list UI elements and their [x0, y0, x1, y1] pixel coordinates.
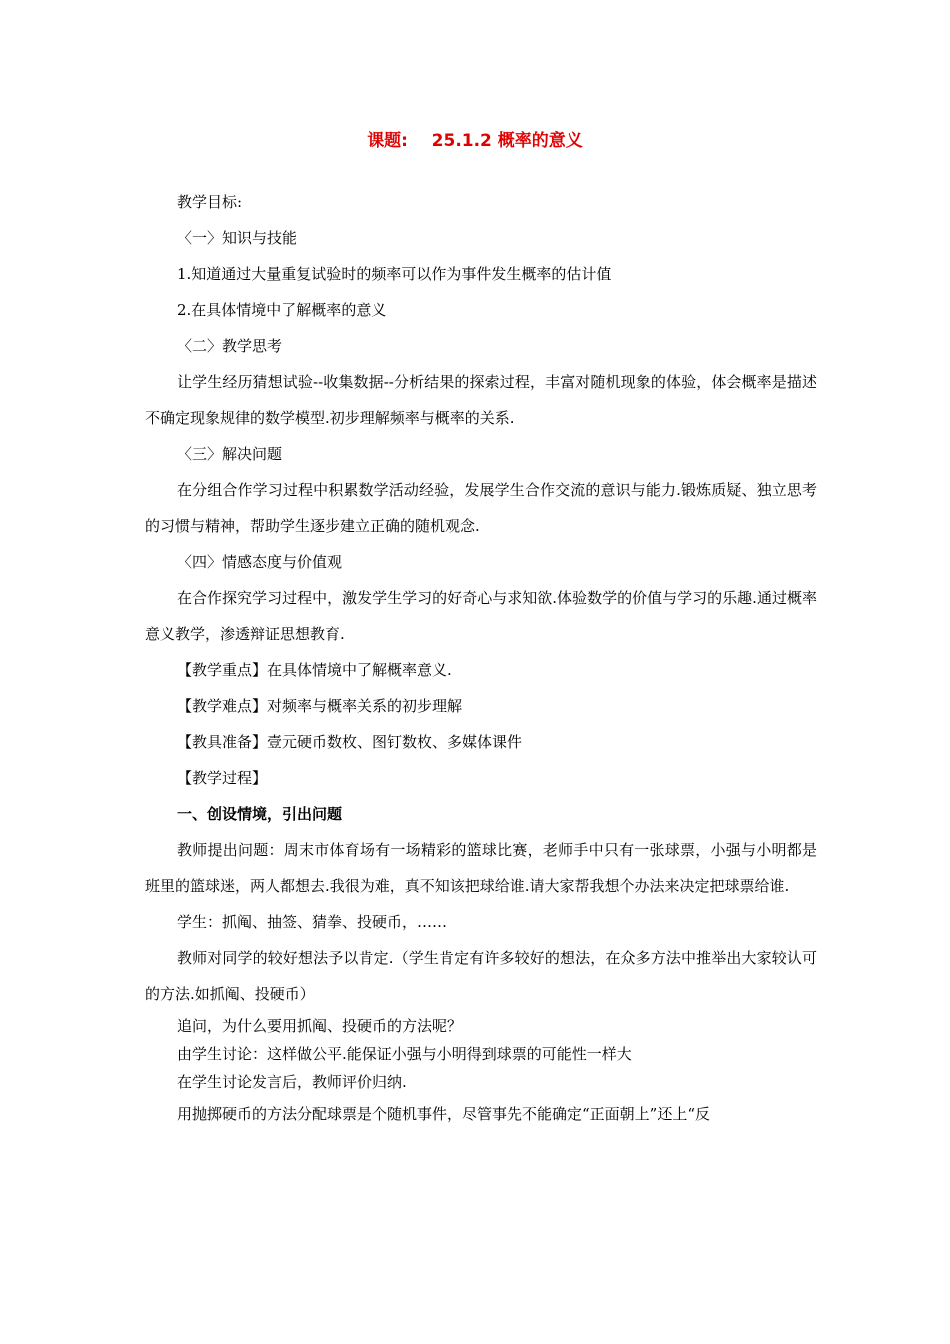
paragraph-problem-solving: 在分组合作学习过程中积累数学活动经验，发展学生合作交流的意识与能力.锻炼质疑、独立思考的习惯与精神，帮助学生逐步建立正确的随机观念.	[145, 481, 817, 535]
paragraph-summary: 在学生讨论发言后，教师评价归纳.	[177, 1073, 407, 1091]
paragraph-thinking: 让学生经历猜想试验--收集数据--分析结果的探索过程，丰富对随机现象的体验，体会概率是描述不确定现象规律的数学模型.初步理解频率与概率的关系.	[145, 373, 817, 427]
paragraph-materials: 【教具准备】壹元硬币数枚、图钉数枚、多媒体课件	[177, 733, 523, 751]
paragraph-knowledge-1: 1.知道通过大量重复试验时的频率可以作为事件发生概率的估计值	[177, 265, 612, 283]
paragraph-coin-toss: 用抛掷硬币的方法分配球票是个随机事件，尽管事先不能确定“正面朝上”还上“反	[177, 1105, 711, 1123]
paragraph-difficulty: 【教学难点】对频率与概率关系的初步理解	[177, 697, 463, 715]
section-heading-scenario: 一、创设情境，引出问题	[177, 805, 343, 823]
document-body	[145, 184, 817, 1132]
paragraph-section-3-heading: 〈三〉解决问题	[177, 445, 283, 463]
paragraph-knowledge-2: 2.在具体情境中了解概率的意义	[177, 301, 387, 319]
paragraph-teacher-affirm: 教师对同学的较好想法予以肯定.（学生肯定有许多较好的想法，在众多方法中推举出大家较认可的方法.如抓阄、投硬币）	[145, 949, 817, 1003]
paragraph-section-1-heading: 〈一〉知识与技能	[177, 229, 298, 247]
paragraph-process-heading: 【教学过程】	[177, 769, 268, 787]
paragraph-attitude: 在合作探究学习过程中，激发学生学习的好奇心与求知欲.体验数学的价值与学习的乐趣.通过概率意义教学，渗透辩证思想教育.	[145, 589, 817, 643]
paragraph-discussion: 由学生讨论：这样做公平.能保证小强与小明得到球票的可能性一样大	[177, 1045, 632, 1063]
paragraph-student-answer: 学生：抓阄、抽签、猜拳、投硬币，……	[177, 913, 448, 931]
paragraph-follow-up: 追问，为什么要用抓阄、投硬币的方法呢？	[177, 1017, 463, 1035]
paragraph-section-4-heading: 〈四〉情感态度与价值观	[177, 553, 343, 571]
page-title: 课题: 25.1.2 概率的意义	[367, 131, 583, 151]
paragraph-objectives-heading: 教学目标:	[177, 193, 243, 211]
paragraph-teacher-question: 教师提出问题：周末市体育场有一场精彩的篮球比赛，老师手中只有一张球票，小强与小明都是班里的篮球迷，两人都想去.我很为难，真不知该把球给谁.请大家帮我想个办法来决定把球票给谁.	[145, 841, 817, 895]
paragraph-key-point: 【教学重点】在具体情境中了解概率意义.	[177, 661, 452, 679]
paragraph-section-2-heading: 〈二〉教学思考	[177, 337, 283, 355]
